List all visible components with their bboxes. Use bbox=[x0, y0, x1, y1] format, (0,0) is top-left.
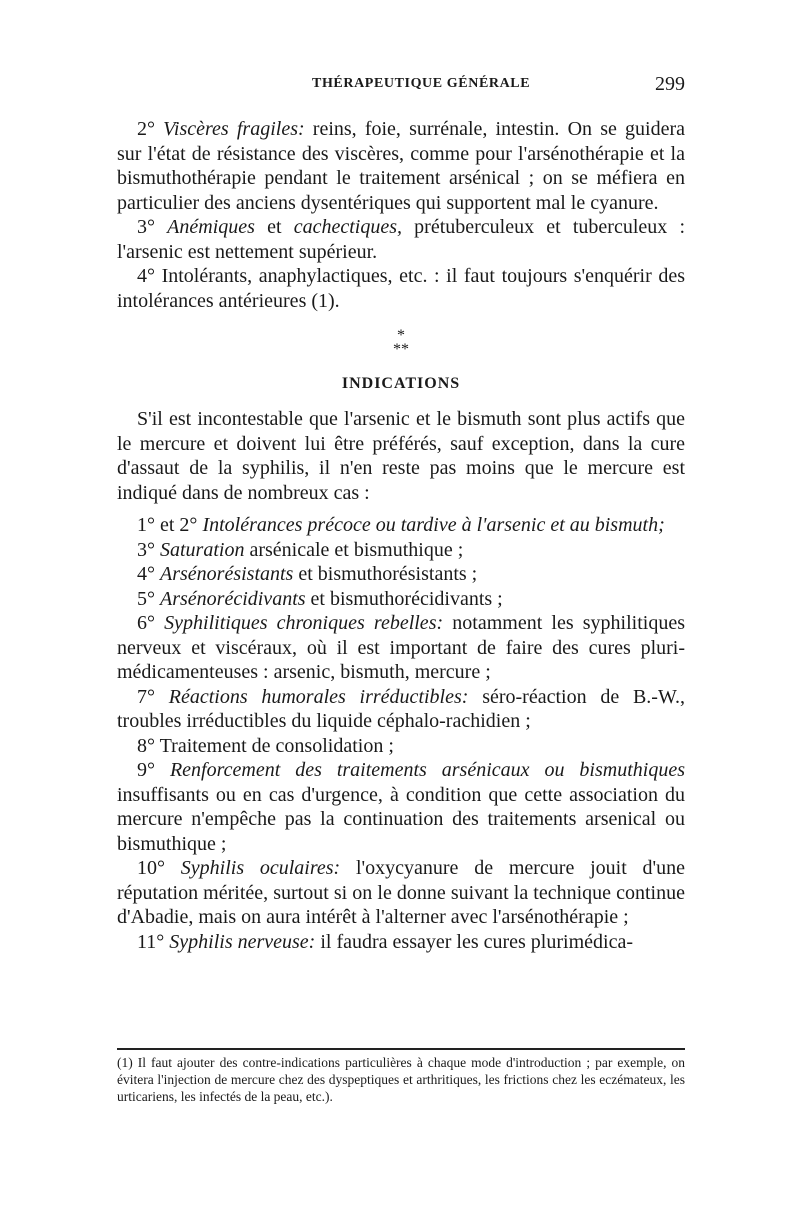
item-text: l'oxycyanure de mercure jouit d'une réputation méritée, surtout si on le donne suivant la technique continue d'Abadie, mais on aura intérêt à l'alterner avec l'arsénothérapie ; bbox=[117, 857, 685, 928]
item-text: il faudra essayer les cures plurimédica- bbox=[315, 930, 633, 953]
item-term: Intolérances précoce ou tardive à l'arsenic et au bismuth; bbox=[202, 514, 665, 536]
item-text: arsénicale et bismuthique ; bbox=[244, 538, 464, 561]
indication-item bbox=[117, 856, 685, 930]
section-heading: INDICATIONS bbox=[341, 375, 461, 392]
running-title: THÉRAPEUTIQUE GÉNÉRALE bbox=[312, 76, 531, 91]
footnote-text: (1) Il faut ajouter des contre-indications particulières à chaque mode d'introduction ; par exemple, on évitera l'injection de mercure chez des dyspeptiques et arthritiques, les frictions chez les eczémateux, les urticariens, les infectés de la peau, etc.). bbox=[117, 1055, 685, 1104]
indication-item bbox=[117, 538, 685, 563]
page-header bbox=[117, 73, 685, 100]
indication-item bbox=[117, 513, 685, 538]
paragraph-viscera bbox=[117, 117, 685, 215]
item-text: Traitement de consolidation ; bbox=[159, 734, 394, 757]
item-term: Syphilis nerveuse: bbox=[169, 930, 316, 953]
indication-item bbox=[117, 930, 685, 955]
item-text: insuffisants ou en cas d'urgence, à condition que cette association du mercure n'empêche pas la continuation des traitements arsenical ou bismuthique ; bbox=[117, 783, 685, 855]
item-term: Syphilis oculaires: bbox=[180, 857, 341, 879]
item-number: 7° bbox=[137, 685, 155, 708]
item-term: Syphilitiques chroniques rebelles: bbox=[164, 612, 444, 634]
indication-item bbox=[117, 685, 685, 734]
item-number: 3° bbox=[137, 538, 155, 561]
item-text: séro-réaction de B.-W., troubles irréductibles du liquide céphalo-rachidien ; bbox=[117, 685, 685, 732]
indication-item bbox=[117, 734, 685, 759]
item-number: 4° bbox=[137, 563, 155, 585]
item-term: Réactions humorales irréductibles: bbox=[168, 685, 469, 708]
item-term: Saturation bbox=[160, 538, 245, 561]
asterism bbox=[117, 329, 685, 365]
page-body bbox=[117, 117, 685, 954]
footnotes bbox=[117, 1054, 685, 1105]
indication-item bbox=[117, 611, 685, 685]
item-number: 1° et 2° bbox=[137, 514, 198, 536]
item-text: notamment les syphilitiques nerveux et viscéraux, où il est important de faire des cures pluri-médicamenteuses : arsenic, bismuth, mercure ; bbox=[117, 612, 686, 683]
page-number: 299 bbox=[655, 73, 685, 95]
item-text: reins, foie, surrénale, intestin. On se guidera sur l'état de résistance des viscères, comme pour l'arsénothérapie et la bismuthothérapie pendant le traitement arsénical ; on se méfiera en particulier des anciens dysentériques qui supportent mal le cyanure. bbox=[117, 118, 685, 214]
item-number: 10° bbox=[137, 857, 165, 879]
indication-item bbox=[117, 758, 685, 856]
paragraph-anemic bbox=[117, 215, 685, 264]
footnote-divider bbox=[117, 1048, 685, 1050]
item-term: Arsénorécidivants bbox=[160, 587, 306, 610]
item-number: 5° bbox=[137, 587, 155, 610]
asterism-top: * bbox=[397, 327, 405, 344]
indication-item bbox=[117, 562, 685, 587]
item-number: 6° bbox=[137, 612, 155, 634]
item-term: cachectiques, bbox=[293, 216, 402, 238]
item-term: Renforcement des traitements arsénicaux ou bismuthiques bbox=[169, 759, 685, 781]
item-number: 8° bbox=[137, 734, 155, 757]
indications-intro: S'il est incontestable que l'arsenic et le bismuth sont plus actifs que le mercure et doivent lui être préférés, sauf exception, dans la cure d'assaut de la syphilis, il n'en reste pas moins que le mercure est indiqué dans de nombreux cas : bbox=[117, 408, 685, 504]
item-text: Intolérants, anaphylactiques, etc. : il faut toujours s'enquérir des intolérances antérieures (1). bbox=[117, 265, 685, 312]
item-text: et bismuthorésistants ; bbox=[293, 563, 478, 585]
item-number: 2° bbox=[137, 118, 155, 140]
item-term: Arsénorésistants bbox=[160, 563, 294, 585]
item-text: et bismuthorécidivants ; bbox=[305, 587, 503, 610]
paragraph-intolerant bbox=[117, 264, 685, 313]
item-term: Anémiques bbox=[167, 216, 255, 238]
item-number: 9° bbox=[137, 759, 155, 781]
indication-item bbox=[117, 587, 685, 612]
asterism-bottom: ** bbox=[393, 341, 409, 358]
item-text: et bbox=[254, 216, 294, 238]
item-number: 3° bbox=[137, 216, 155, 238]
item-number: 11° bbox=[137, 930, 165, 953]
item-number: 4° bbox=[137, 265, 155, 287]
item-term: Viscères fragiles: bbox=[163, 118, 305, 140]
item-text: prétuberculeux et tuberculeux : l'arsenic est nettement supérieur. bbox=[117, 216, 686, 263]
